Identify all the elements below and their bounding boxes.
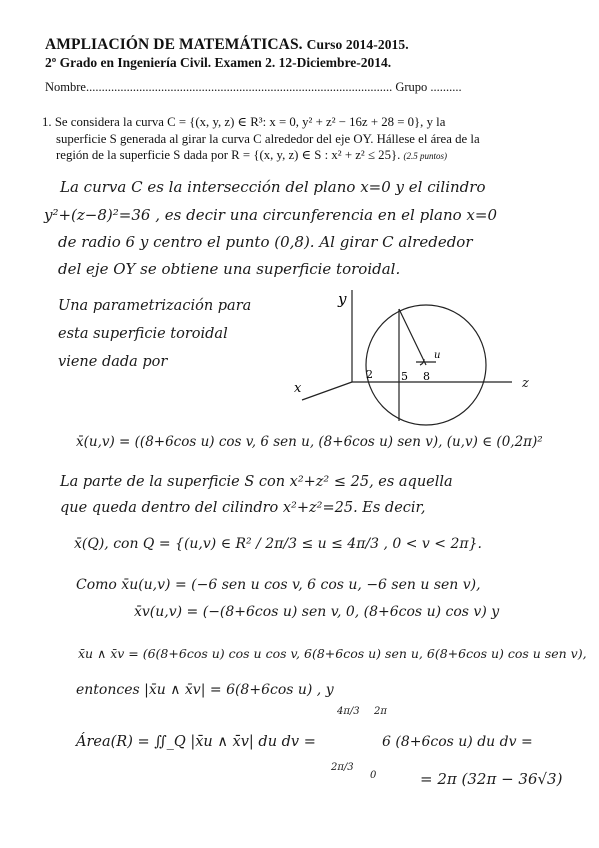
angle-label: u [434, 350, 441, 361]
problem-number: 1. [42, 115, 52, 129]
x-axis-label: x [294, 381, 302, 396]
name-dots: .................................................................................................. [85, 80, 393, 94]
param-intro-1: Una parametrización para [58, 298, 252, 314]
partial-u: Como x̄u(u,v) = (−6 sen u cos v, 6 cos u, −6 sen u sen v), [76, 577, 481, 593]
solution-line-4: del eje OY se obtiene una superficie toroidal. [58, 260, 401, 278]
area-integrand: 6 (8+6cos u) du dv = [382, 734, 533, 750]
param-intro-2: esta superficie toroidal [58, 326, 228, 342]
param-intro-3: viene dada por [58, 354, 168, 370]
problem-line-1: Se considera la curva C = {(x, y, z) ∈ R³: x = 0, y² + z² − 16z + 28 = 0}, y la [54, 115, 446, 129]
y-axis-label: y [338, 290, 347, 308]
region-line-3: x̄(Q), con Q = {(u,v) ∈ R² / 2π/3 ≤ u ≤ 4π/3 , 0 < v < 2π}. [74, 536, 482, 552]
partial-v: x̄v(u,v) = (−(8+6cos u) sen v, 0, (8+6cos u) cos v) y [134, 604, 500, 620]
exam-subtitle: 2º Grado en Ingeniería Civil. Examen 2. 12-Diciembre-2014. [45, 55, 392, 70]
parametrization: x̄(u,v) = ((8+6cos u) cos v, 6 sen u, (8+6cos u) sen v), (u,v) ∈ (0,2π)² [76, 434, 543, 450]
tick-5: 5 [401, 370, 408, 383]
problem-points: (2.5 puntos) [403, 151, 448, 161]
solution-line-3: de radio 6 y centro el punto (0,8). Al girar C alrededor [58, 233, 473, 251]
x-axis-line [302, 382, 352, 400]
v-lower-limit: 0 [370, 770, 377, 781]
solution-line-1: La curva C es la intersección del plano x=0 y el cilindro [60, 178, 486, 196]
area-result: = 2π (32π − 36√3) [420, 770, 563, 788]
cross-norm: entonces |x̄u ∧ x̄v| = 6(8+6cos u) , y [76, 682, 334, 698]
exam-course: Curso 2014-2015. [306, 37, 409, 52]
u-lower-limit: 2π/3 [331, 762, 354, 773]
problem-line-3: región de la superficie S dada por R = {(x, y, z) ∈ S : x² + z² ≤ 25}. [56, 148, 401, 162]
problem-line-2: superficie S generada al girar la curva C alrededor del eje OY. Hállese el área de la [56, 131, 480, 146]
tick-2: 2 [366, 368, 373, 381]
problem-statement [42, 114, 564, 165]
area-formula: Área(R) = ∬_Q |x̄u ∧ x̄v| du dv = [76, 734, 316, 750]
region-line-1: La parte de la superficie S con x²+z² ≤ 25, es aquella [60, 474, 453, 490]
exam-header [45, 36, 565, 95]
group-label: Grupo .......... [395, 80, 462, 94]
z-axis-label-text: z [522, 376, 529, 391]
tick-8: 8 [423, 370, 430, 383]
name-group-line [45, 80, 565, 95]
v-upper-limit: 2π [374, 706, 387, 717]
cross-product: x̄u ∧ x̄v = (6(8+6cos u) cos u cos v, 6(8+6cos u) sen u, 6(8+6cos u) cos u sen v), [78, 646, 587, 661]
exam-title: AMPLIACIÓN DE MATEMÁTICAS. [45, 36, 303, 53]
solution-line-2: y²+(z−8)²=36 , es decir una circunferencia en el plano x=0 [44, 206, 497, 224]
region-line-2: que queda dentro del cilindro x²+z²=25. Es decir, [60, 500, 426, 516]
torus-sketch [292, 282, 512, 432]
u-upper-limit: 4π/3 [337, 706, 360, 717]
name-label: Nombre [45, 80, 86, 94]
radius-line [399, 309, 426, 365]
